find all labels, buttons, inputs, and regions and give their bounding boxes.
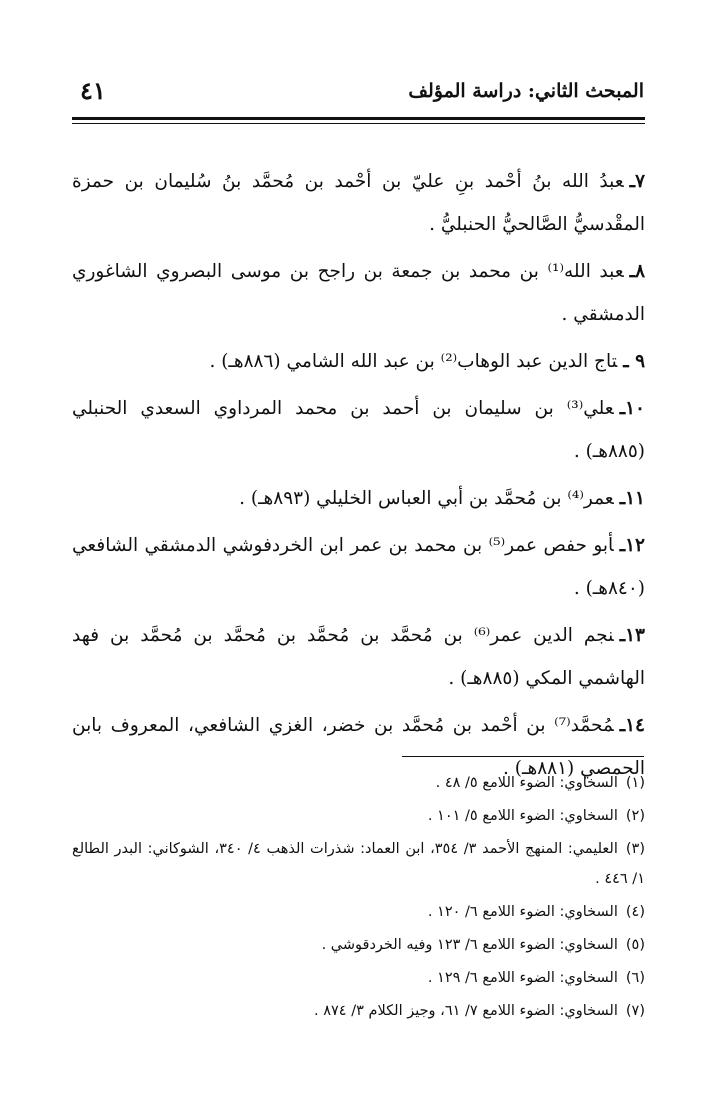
footnote <box>72 768 645 798</box>
footnote-text: العليمي: المنهج الأحمد ٣/ ٣٥٤، ابن العماد: شذرات الذهب ٤/ ٣٤٠، الشوكاني: البدر الطالع ١/ ٤٤٦ . <box>72 841 645 887</box>
footnote <box>72 963 645 993</box>
footnote <box>72 834 645 894</box>
page-number: ٤١ <box>80 76 106 105</box>
footnote-text: السخاوي: الضوء اللامع ٥/ ١٠١ . <box>427 808 618 824</box>
list-item <box>72 250 645 336</box>
running-head: المبحث الثاني: دراسة المؤلف <box>408 80 644 102</box>
entry-number: ٩ ـ <box>623 351 645 372</box>
footnote-number: (٧) <box>625 1003 645 1019</box>
footnote <box>72 996 645 1026</box>
footnotes <box>72 768 645 1029</box>
footnote-text: السخاوي: الضوء اللامع ٦/ ١٢٩ . <box>427 970 618 986</box>
header-rule-thick <box>72 117 645 120</box>
entry-number: ١٠ـ <box>619 398 645 419</box>
footnote-number: (٥) <box>625 937 645 953</box>
footnote-number: (٢) <box>625 808 645 824</box>
page-header <box>72 76 644 120</box>
entry-number: ١٤ـ <box>619 715 645 736</box>
main-text <box>72 160 645 794</box>
entry-number: ٨ـ <box>629 261 646 282</box>
footnote-text: السخاوي: الضوء اللامع ٦/ ١٢٠ . <box>427 904 618 920</box>
header-rule-thin <box>72 123 645 124</box>
entry-number: ١٣ـ <box>619 625 645 646</box>
entry-number: ٧ـ <box>629 171 645 192</box>
entry-text: أبو حفص عمر⁽⁵⁾ بن محمد بن عمر ابن الخردفوشي الدمشقي الشافعي (٨٤٠هـ) . <box>72 535 645 599</box>
list-item <box>72 614 645 700</box>
entry-text: عمر⁽⁴⁾ بن مُحمَّد بن أبي العباس الخليلي (٨٩٣هـ) . <box>239 488 614 509</box>
entry-text: مُحمَّد⁽⁷⁾ بن أحْمد بن مُحمَّد بن خضر، الغزي الشافعي، المعروف بابن الحمصي (٨٨١هـ) . <box>72 715 645 779</box>
footnote-text: السخاوي: الضوء اللامع ٦/ ١٢٣ وفيه الخردقوشي . <box>321 937 618 953</box>
list-item <box>72 340 645 383</box>
footnote-text: السخاوي: الضوء اللامع ٧/ ٦١، وجيز الكلام ٣/ ٨٧٤ . <box>314 1003 618 1019</box>
footnote-text: السخاوي: الضوء اللامع ٥/ ٤٨ . <box>435 775 618 791</box>
entry-text: عبد الله⁽¹⁾ بن محمد بن جمعة بن راجح بن موسى البصروي الشاغوري الدمشقي . <box>72 261 645 325</box>
footnote-number: (٦) <box>625 970 645 986</box>
list-item <box>72 160 645 246</box>
list-item <box>72 387 645 473</box>
entry-text: نجم الدين عمر⁽⁶⁾ بن مُحمَّد بن مُحمَّد بن مُحمَّد بن مُحمَّد بن فهد الهاشمي المكي (٨٨٥هـ) . <box>72 625 645 689</box>
footnote <box>72 930 645 960</box>
entry-text: تاج الدين عبد الوهاب⁽²⁾ بن عبد الله الشامي (٨٨٦هـ) . <box>209 351 618 372</box>
entry-number: ١٢ـ <box>619 535 645 556</box>
list-item <box>72 477 645 520</box>
footnote-divider <box>402 756 644 757</box>
list-item <box>72 524 645 610</box>
footnote-number: (٤) <box>625 904 645 920</box>
footnote <box>72 801 645 831</box>
entry-text: عبدُ الله بنُ أحْمد بنِ عليّ بن أحْمد بن مُحمَّد بنُ سُليمان بن حمزة المقْدسيُّ الصَّالحيُّ الحنبليُّ . <box>72 171 645 235</box>
entry-number: ١١ـ <box>619 488 645 509</box>
footnote-number: (١) <box>625 775 645 791</box>
entry-text: علي⁽³⁾ بن سليمان بن أحمد بن محمد المرداوي السعدي الحنبلي (٨٨٥هـ) . <box>72 398 645 462</box>
footnote <box>72 897 645 927</box>
footnote-number: (٣) <box>625 841 645 857</box>
